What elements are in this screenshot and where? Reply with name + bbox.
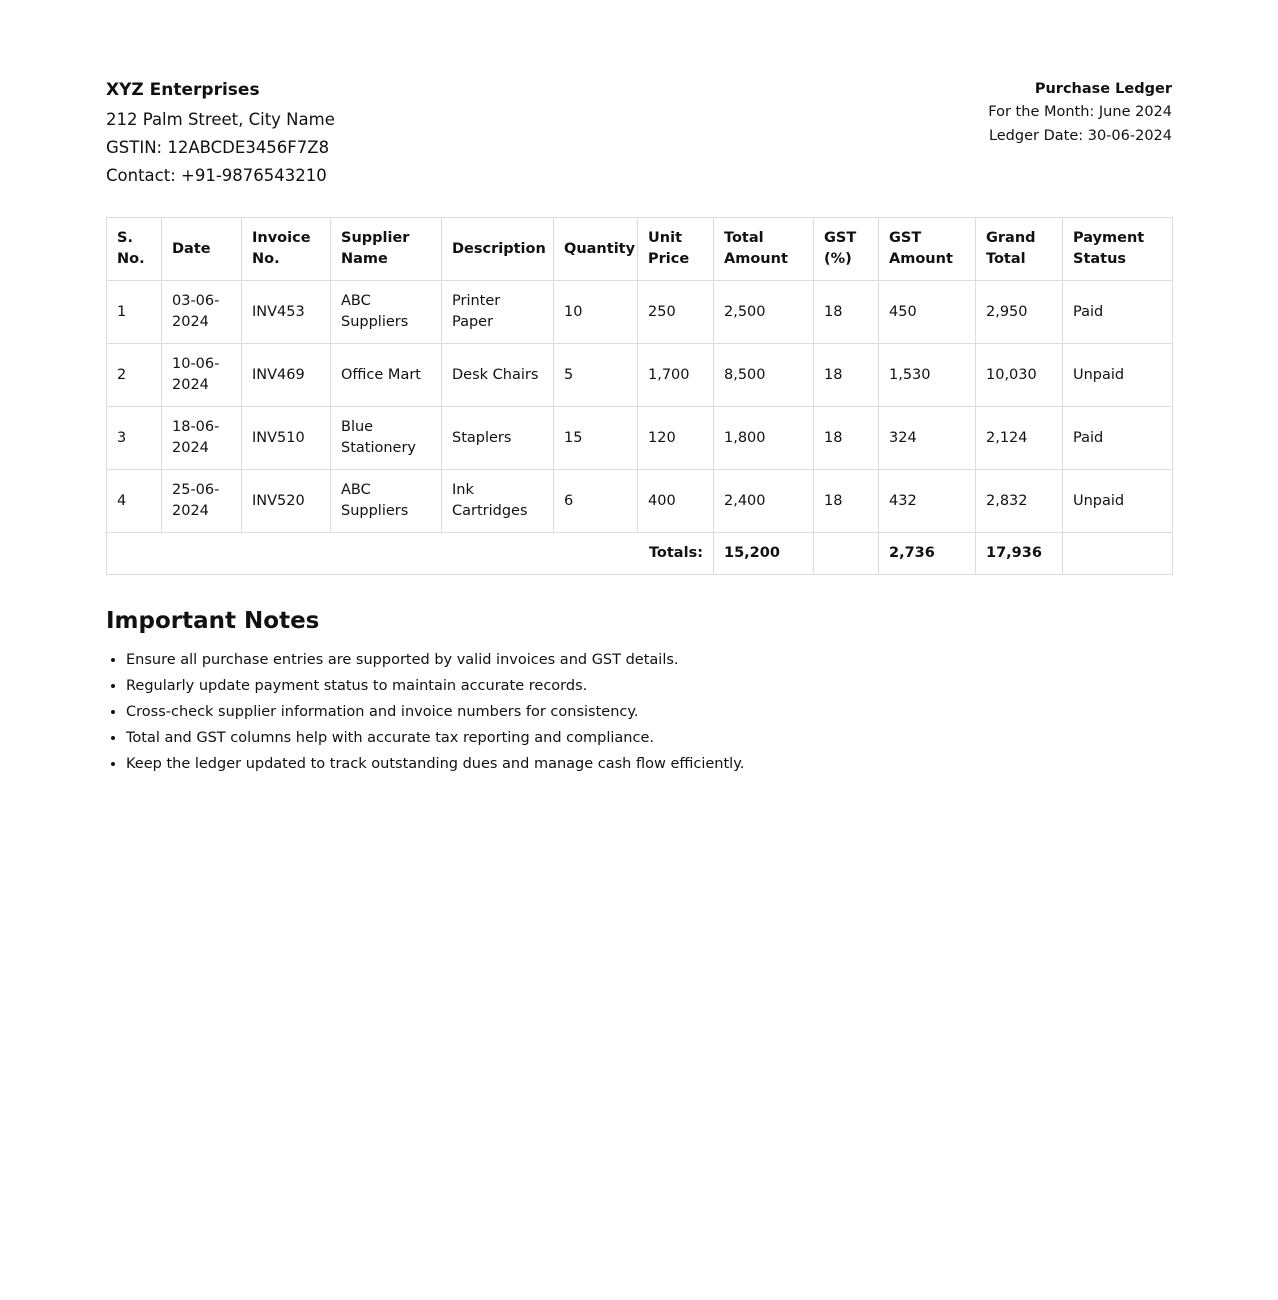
cell-invoice-no: INV520: [242, 470, 331, 533]
page: [106, 0, 1172, 777]
cell-quantity: 6: [554, 470, 638, 533]
cell-unit-price: 250: [638, 281, 714, 344]
cell-gst-percent: 18: [814, 344, 879, 407]
cell-unit-price: 1,700: [638, 344, 714, 407]
list-item: • Cross-check supplier information and invoice numbers for consistency.: [126, 699, 1172, 725]
cell-sno: 2: [107, 344, 162, 407]
list-item: • Keep the ledger updated to track outstanding dues and manage cash flow efficiently.: [126, 751, 1172, 777]
company-contact: Contact: +91-9876543210: [106, 166, 327, 185]
totals-gst-amount: 2,736: [879, 533, 976, 575]
cell-grand-total: 2,124: [976, 407, 1063, 470]
cell-total-amount: 8,500: [714, 344, 814, 407]
cell-description: Staplers: [442, 407, 554, 470]
cell-total-amount: 2,500: [714, 281, 814, 344]
cell-quantity: 5: [554, 344, 638, 407]
cell-invoice-no: INV453: [242, 281, 331, 344]
cell-date: 25-06-2024: [162, 470, 242, 533]
cell-gst-amount: 432: [879, 470, 976, 533]
company-name: XYZ Enterprises: [106, 80, 260, 100]
column-header-gst-amount: GST Amount: [879, 218, 976, 281]
cell-gst-percent: 18: [814, 407, 879, 470]
cell-grand-total: 10,030: [976, 344, 1063, 407]
document-header: [106, 78, 1172, 217]
column-header-supplier-name: Supplier Name: [331, 218, 442, 281]
table-row: [107, 407, 1173, 470]
table-row: [107, 344, 1173, 407]
table-row: [107, 470, 1173, 533]
cell-gst-percent: 18: [814, 281, 879, 344]
column-header-description: Description: [442, 218, 554, 281]
cell-date: 03-06-2024: [162, 281, 242, 344]
cell-sno: 1: [107, 281, 162, 344]
totals-grand-total: 17,936: [976, 533, 1063, 575]
ledger-title: Purchase Ledger: [1034, 81, 1172, 97]
list-item: • Total and GST columns help with accurate tax reporting and compliance.: [126, 725, 1172, 751]
cell-quantity: 10: [554, 281, 638, 344]
ledger-month: For the Month: June 2024: [988, 104, 1172, 120]
column-header-quantity: Quantity: [554, 218, 638, 281]
totals-gst-percent-empty: [814, 533, 879, 575]
cell-supplier-name: ABC Suppliers: [331, 470, 442, 533]
cell-supplier-name: Blue Stationery: [331, 407, 442, 470]
cell-total-amount: 2,400: [714, 470, 814, 533]
cell-date: 10-06-2024: [162, 344, 242, 407]
cell-grand-total: 2,950: [976, 281, 1063, 344]
cell-gst-percent: 18: [814, 470, 879, 533]
cell-description: Ink Cartridges: [442, 470, 554, 533]
cell-quantity: 15: [554, 407, 638, 470]
column-header-date: Date: [162, 218, 242, 281]
cell-total-amount: 1,800: [714, 407, 814, 470]
totals-total-amount: 15,200: [714, 533, 814, 575]
cell-payment-status: Paid: [1063, 407, 1173, 470]
cell-supplier-name: ABC Suppliers: [331, 281, 442, 344]
column-header-payment-status: Payment Status: [1063, 218, 1173, 281]
cell-supplier-name: Office Mart: [331, 344, 442, 407]
notes-title: Important Notes: [106, 608, 320, 634]
totals-payment-status-empty: [1063, 533, 1173, 575]
cell-sno: 3: [107, 407, 162, 470]
table-header-row: [107, 218, 1173, 281]
list-item: • Ensure all purchase entries are supported by valid invoices and GST details.: [126, 647, 1172, 673]
cell-description: Printer Paper: [442, 281, 554, 344]
important-notes-section: [106, 605, 1172, 777]
cell-description: Desk Chairs: [442, 344, 554, 407]
notes-list: [106, 647, 1172, 777]
totals-row: [107, 533, 1173, 575]
column-header-grand-total: Grand Total: [976, 218, 1063, 281]
cell-sno: 4: [107, 470, 162, 533]
column-header-sno: S. No.: [107, 218, 162, 281]
ledger-date: Ledger Date: 30-06-2024: [988, 128, 1172, 144]
cell-invoice-no: INV510: [242, 407, 331, 470]
column-header-unit-price: Unit Price: [638, 218, 714, 281]
cell-gst-amount: 324: [879, 407, 976, 470]
company-gstin: GSTIN: 12ABCDE3456F7Z8: [106, 138, 330, 157]
cell-payment-status: Unpaid: [1063, 470, 1173, 533]
totals-label: Totals:: [107, 533, 714, 575]
cell-unit-price: 120: [638, 407, 714, 470]
table-row: [107, 281, 1173, 344]
cell-gst-amount: 450: [879, 281, 976, 344]
list-item: • Regularly update payment status to maintain accurate records.: [126, 673, 1172, 699]
cell-grand-total: 2,832: [976, 470, 1063, 533]
ledger-info: [988, 78, 1172, 148]
cell-date: 18-06-2024: [162, 407, 242, 470]
column-header-total-amount: Total Amount: [714, 218, 814, 281]
column-header-gst-percent: GST (%): [814, 218, 879, 281]
purchase-ledger-table: [106, 217, 1173, 575]
company-address: 212 Palm Street, City Name: [106, 110, 335, 129]
cell-unit-price: 400: [638, 470, 714, 533]
cell-invoice-no: INV469: [242, 344, 331, 407]
column-header-invoice-no: Invoice No.: [242, 218, 331, 281]
cell-payment-status: Unpaid: [1063, 344, 1173, 407]
cell-gst-amount: 1,530: [879, 344, 976, 407]
cell-payment-status: Paid: [1063, 281, 1173, 344]
company-info: [106, 78, 335, 190]
